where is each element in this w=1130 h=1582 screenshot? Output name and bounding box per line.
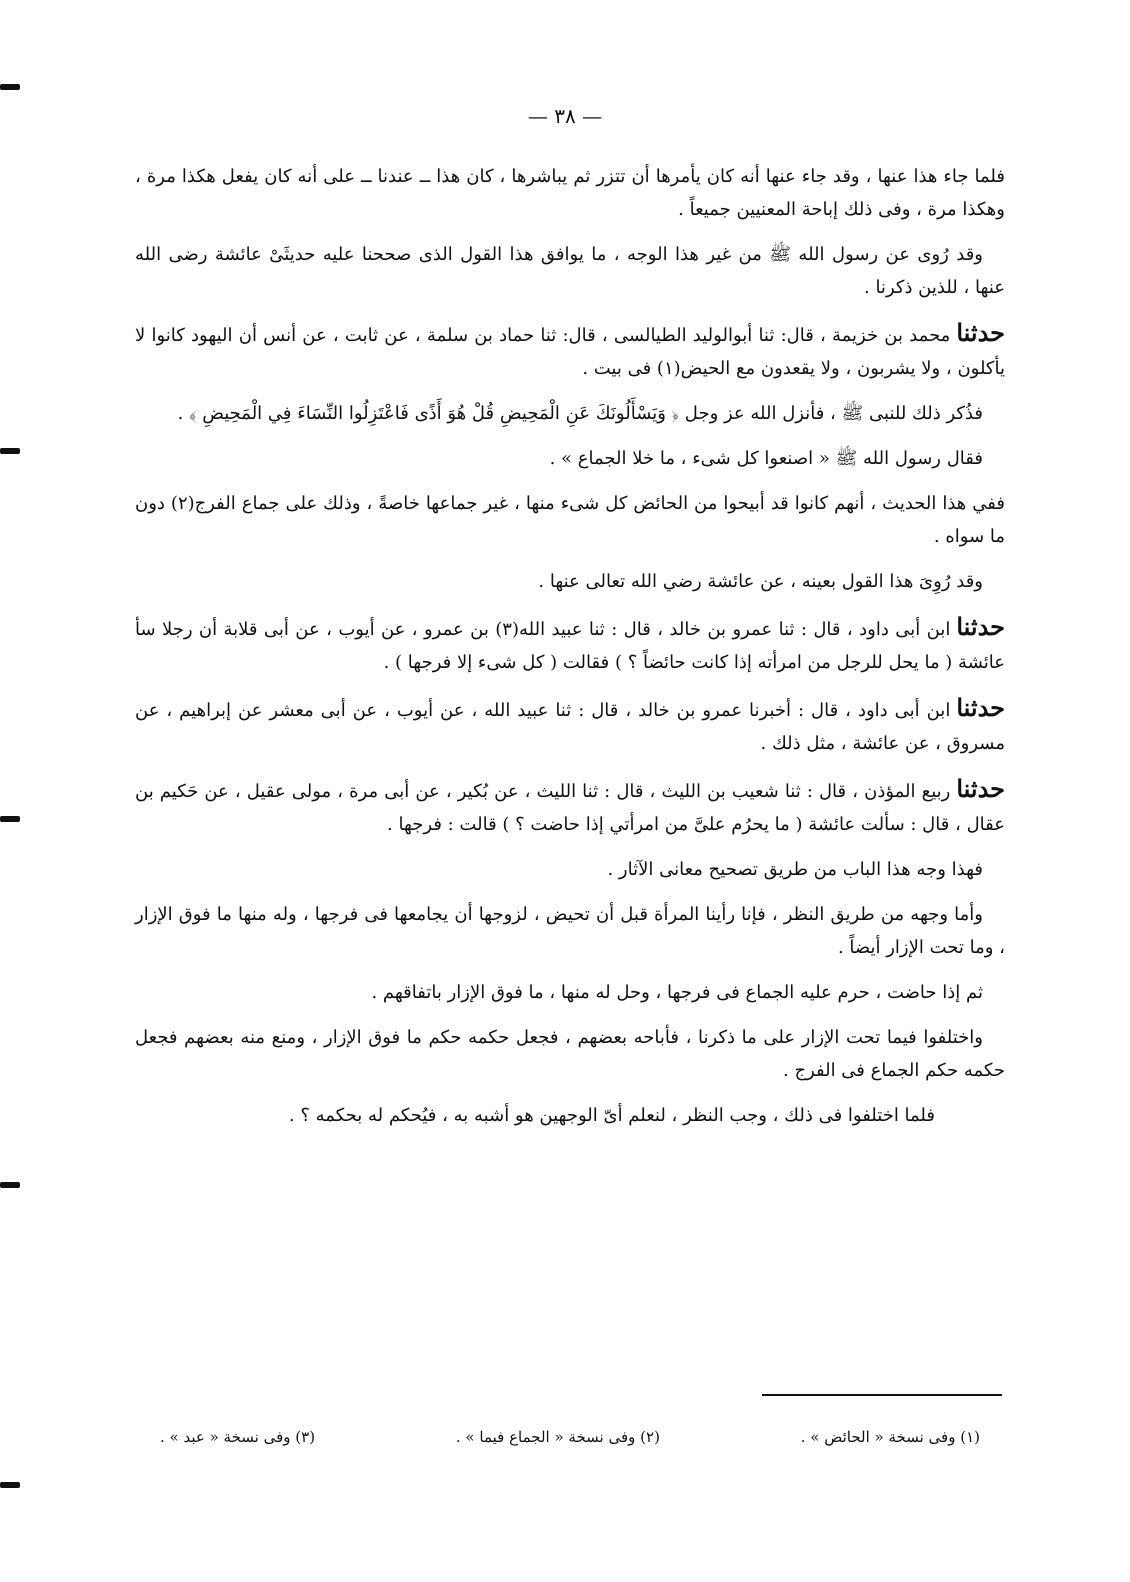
paragraph (135, 160, 1005, 226)
hadith-lead: حدثنا (956, 693, 1005, 722)
paragraph (135, 442, 1005, 475)
paragraph-text: فذُكر ذلك للنبى ﷺ ، فأنزل الله عز وجل ﴿ وَيَسْأَلُونَكَ عَنِ الْمَحِيضِ قُلْ هُوَ أَذًى فَاعْتَزِلُوا النِّسَاءَ فِي الْمَحِيضِ ﴾ . (177, 403, 983, 424)
paragraph (135, 238, 1005, 304)
footnote-rule (762, 1394, 1002, 1396)
paragraph-text: واختلفوا فيما تحت الإزار على ما ذكرنا ، فأباحه بعضهم ، فجعل حكمه حكم ما فوق الإزار ، ومنع منه بعضهم فجعل حكمه حكم الجماع فى الفرج . (135, 1027, 1005, 1081)
paragraph-text: وقد رُوِىَ هذا القول بعينه ، عن عائشة رضي الله تعالى عنها . (538, 571, 983, 592)
paragraph-text: فهذا وجه هذا الباب من طريق تصحيح معانى الآثار . (607, 859, 983, 880)
page-number: — ٣٨ — (527, 104, 603, 128)
hadith-lead: حدثنا (956, 612, 1006, 641)
footnote-2: (٢) وفى نسخة « الجماع فيما » . (455, 1428, 660, 1446)
margin-mark (0, 1482, 20, 1488)
paragraph-text: فلما اختلفوا فى ذلك ، وجب النظر ، لنعلم أىّ الوجهين هو أشبه به ، فيُحكم له بحكمه ؟ . (288, 1105, 935, 1126)
margin-mark (0, 448, 20, 454)
paragraph (135, 487, 1005, 553)
paragraph (135, 397, 1005, 430)
paragraph (135, 1021, 1005, 1087)
paragraph (135, 853, 1005, 886)
margin-mark (0, 84, 20, 90)
paragraph (135, 772, 1005, 841)
paragraph-text: فقال رسول الله ﷺ « اصنعوا كل شىء ، ما خلا الجماع » . (549, 448, 983, 469)
paragraph (135, 976, 1005, 1009)
margin-mark (0, 816, 20, 822)
paragraph (135, 1099, 1005, 1132)
footnote-3: (٣) وفى نسخة « عبد » . (160, 1428, 316, 1446)
paragraph (135, 565, 1005, 598)
paragraph-text: ربيع المؤذن ، قال : ثنا شعيب بن الليث ، قال : ثنا الليث ، عن بُكير ، عن أبى مرة ، مولى عقيل ، عن حَكيم بن عقال ، قال : سألت عائشة ( ما يحرُم علىَّ من امرأتي إذا حاضت ؟ ) قالت : فرجها . (135, 781, 1005, 835)
hadith-lead: حدثنا (956, 318, 1005, 347)
paragraph-text: محمد بن خزيمة ، قال: ثنا أبوالوليد الطيالسى ، قال: ثنا حماد بن سلمة ، عن ثابت ، عن أنس أن اليهود كانوا لا يأكلون ، ولا يشربون ، ولا يقعدون مع الحيض(١) فى بيت . (135, 325, 1005, 379)
paragraph (135, 898, 1005, 964)
paragraph (135, 610, 1005, 679)
paragraph-text: ابن أبى داود ، قال : أخبرنا عمرو بن خالد ، قال : ثنا عبيد الله ، عن أيوب ، عن أبى معشر عن إبراهيم ، عن مسروق ، عن عائشة ، مثل ذلك . (135, 700, 1005, 754)
footnotes (160, 1428, 980, 1446)
margin-mark (0, 1182, 20, 1188)
body-text (135, 160, 1005, 1144)
paragraph-text: فلما جاء هذا عنها ، وقد جاء عنها أنه كان يأمرها أن تتزر ثم يباشرها ، كان هذا ــ عندنا ــ على أنه كان يفعل هكذا مرة ، وهكذا مرة ، وفى ذلك إباحة المعنيين جميعاً . (135, 166, 1005, 220)
hadith-lead: حدثنا (956, 774, 1005, 803)
footnote-1: (١) وفى نسخة « الحائض » . (800, 1428, 980, 1446)
paragraph (135, 316, 1005, 385)
paragraph-text: ثم إذا حاضت ، حرم عليه الجماع فى فرجها ، وحل له منها ، ما فوق الإزار باتفاقهم . (371, 982, 983, 1003)
paragraph (135, 691, 1005, 760)
paragraph-text: ابن أبى داود ، قال : ثنا عمرو بن خالد ، قال : ثنا عبيد الله(٣) بن عمرو ، عن أيوب ، عن أبى قلابة أن رجلا سأ عائشة ( ما يحل للرجل من امرأته إذا كانت حائضاً ؟ ) فقالت ( كل شىء إلا فرجها ) . (135, 619, 1005, 673)
paragraph-text: وأما وجهه من طريق النظر ، فإنا رأينا المرأة قبل أن تحيض ، لزوجها أن يجامعها فى فرجها ، وله منها ما فوق الإزار ، وما تحت الإزار أيضاً . (135, 904, 1005, 958)
paragraph-text: ففي هذا الحديث ، أنهم كانوا قد أبيحوا من الحائض كل شىء منها ، غير جماعها خاصةً ، وذلك على جماع الفرج(٢) دون ما سواه . (135, 493, 1005, 547)
paragraph-text: وقد رُوى عن رسول الله ﷺ من غير هذا الوجه ، ما يوافق هذا القول الذى صححنا عليه حديثَىْ عائشة رضى الله عنها ، للذين ذكرنا . (135, 244, 1005, 298)
